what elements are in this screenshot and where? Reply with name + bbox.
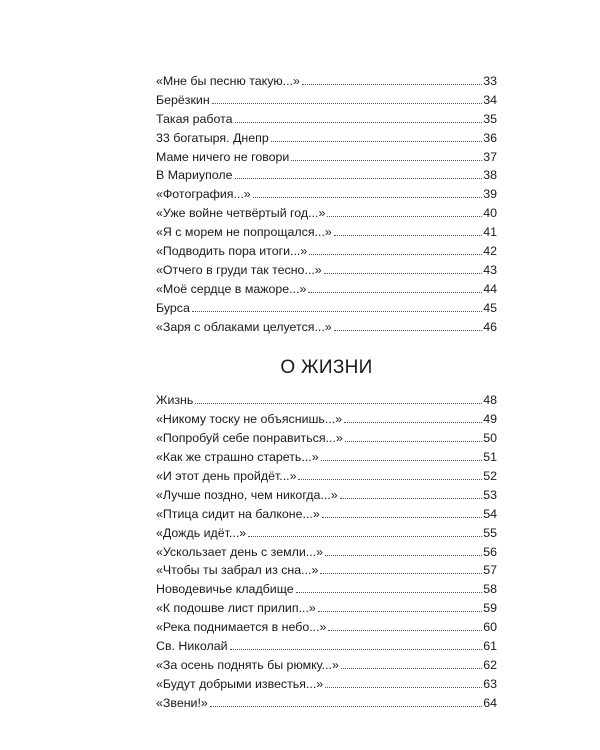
toc-entry [156,391,497,410]
toc-entry-title: «И этот день пройдёт...» [156,469,297,484]
toc-entry [156,580,497,599]
dot-leader [322,517,482,518]
toc-entry-title: «Чтобы ты забрал из сна...» [156,563,319,578]
toc-entry-title: Такая работа [156,111,233,126]
toc-entry-page-number: 43 [483,262,497,277]
dot-leader [325,555,482,556]
dot-leader [296,592,483,593]
toc-entry-page-number: 49 [483,412,497,427]
toc-entry-page-number: 39 [483,187,497,202]
toc-entry-page-number: 40 [483,206,497,221]
toc-entry-page-number: 48 [483,393,497,408]
dot-leader [298,479,482,480]
toc-entry-page-number: 63 [483,676,497,691]
toc-entry [156,618,497,637]
toc-entry-title: «Как же страшно стареть...» [156,450,319,465]
toc-entry-title: Берёзкин [156,92,210,107]
dot-leader [195,403,482,404]
toc-entry [156,91,497,110]
dot-leader [321,460,483,461]
toc-entry [156,637,497,656]
toc-entry [156,675,497,694]
toc-entry-title: «К подошве лист прилип...» [156,601,316,616]
toc-entry-title: «Лучше поздно, чем никогда...» [156,487,338,502]
toc-entry-page-number: 38 [483,168,497,183]
dot-leader [308,292,482,293]
dot-leader [248,536,482,537]
dot-leader [230,649,483,650]
toc-entry [156,410,497,429]
toc-entry-title: Маме ничего не говори [156,149,290,164]
toc-entry [156,505,497,524]
toc-entry-page-number: 53 [483,487,497,502]
toc-entry [156,72,497,91]
toc-list-top [156,72,497,336]
toc-entry-page-number: 52 [483,469,497,484]
toc-entry [156,448,497,467]
toc-entry-title: Бурса [156,300,190,315]
toc-entry-page-number: 51 [483,450,497,465]
toc-entry-title: «Фотография...» [156,187,251,202]
toc-entry-page-number: 57 [483,563,497,578]
toc-entry-title: «Я с морем не попрощался...» [156,225,332,240]
toc-entry-page-number: 35 [483,111,497,126]
dot-leader [324,273,483,274]
toc-entry-page-number: 54 [483,506,497,521]
toc-entry-title: «Птица сидит на балконе...» [156,506,320,521]
toc-entry [156,204,497,223]
toc-entry-page-number: 37 [483,149,497,164]
dot-leader [235,122,483,123]
table-of-contents-page [156,72,497,713]
toc-entry-page-number: 61 [483,639,497,654]
toc-entry [156,543,497,562]
toc-entry-title: Новодевичье кладбище [156,582,294,597]
toc-entry [156,656,497,675]
dot-leader [320,573,482,574]
dot-leader [253,197,483,198]
toc-entry-page-number: 46 [483,319,497,334]
toc-entry [156,467,497,486]
toc-entry-page-number: 59 [483,601,497,616]
dot-leader [309,254,482,255]
toc-entry-title: «Отчего в груди так тесно...» [156,262,322,277]
toc-entry [156,129,497,148]
toc-entry-page-number: 34 [483,92,497,107]
toc-entry-page-number: 56 [483,544,497,559]
dot-leader [302,84,482,85]
toc-entry [156,318,497,337]
toc-entry-title: Св. Николай [156,639,228,654]
toc-entry [156,261,497,280]
toc-entry [156,185,497,204]
toc-entry [156,166,497,185]
toc-entry-page-number: 64 [483,695,497,710]
toc-entry-title: «Заря с облаками целуется...» [156,319,332,334]
dot-leader [212,103,483,104]
dot-leader [334,330,483,331]
dot-leader [340,498,483,499]
dot-leader [192,311,482,312]
toc-entry-title: «Уже войне четвёртый год...» [156,206,326,221]
toc-entry-title: «Ускользает день с земли...» [156,544,323,559]
dot-leader [210,706,482,707]
toc-entry-title: «Подводить пора итоги...» [156,244,308,259]
toc-entry [156,110,497,129]
toc-entry-page-number: 41 [483,225,497,240]
toc-list-bottom [156,391,497,712]
toc-entry [156,694,497,713]
toc-entry-page-number: 44 [483,281,497,296]
dot-leader [334,235,482,236]
toc-entry-title: В Мариуполе [156,168,233,183]
dot-leader [318,611,482,612]
toc-entry [156,429,497,448]
dot-leader [327,216,482,217]
toc-entry-page-number: 62 [483,657,497,672]
toc-entry-page-number: 50 [483,431,497,446]
toc-entry [156,561,497,580]
toc-entry-title: «Река поднимается в небо...» [156,620,327,635]
toc-entry-title: «Дождь идёт...» [156,525,247,540]
toc-entry-title: «Никому тоску не объяснишь...» [156,412,343,427]
section-heading: О ЖИЗНИ [280,357,373,379]
dot-leader [271,141,482,142]
dot-leader [291,160,482,161]
toc-entry [156,599,497,618]
toc-entry-title: Жизнь [156,393,194,408]
dot-leader [345,441,482,442]
toc-entry-title: «За осень поднять бы рюмку...» [156,657,339,672]
dot-leader [235,178,483,179]
toc-entry-page-number: 60 [483,620,497,635]
toc-entry-page-number: 42 [483,244,497,259]
toc-entry-title: «Попробуй себе понравиться...» [156,431,343,446]
toc-entry-title: «Моё сердце в мажоре...» [156,281,307,296]
toc-entry [156,242,497,261]
dot-leader [344,422,482,423]
toc-entry-title: «Будут добрыми известья...» [156,676,324,691]
dot-leader [328,630,482,631]
toc-entry [156,299,497,318]
toc-entry-title: «Мне бы песню такую...» [156,74,300,88]
dot-leader [325,687,482,688]
dot-leader [341,668,482,669]
toc-entry-page-number: 33 [483,74,497,88]
toc-entry [156,280,497,299]
toc-entry [156,223,497,242]
toc-entry-title: «Звени!» [156,695,208,710]
toc-entry [156,486,497,505]
toc-entry [156,148,497,167]
toc-entry-page-number: 36 [483,130,497,145]
toc-entry-page-number: 58 [483,582,497,597]
toc-entry-page-number: 55 [483,525,497,540]
toc-entry-title: 33 богатыря. Днепр [156,130,269,145]
toc-entry-page-number: 45 [483,300,497,315]
toc-entry [156,524,497,543]
